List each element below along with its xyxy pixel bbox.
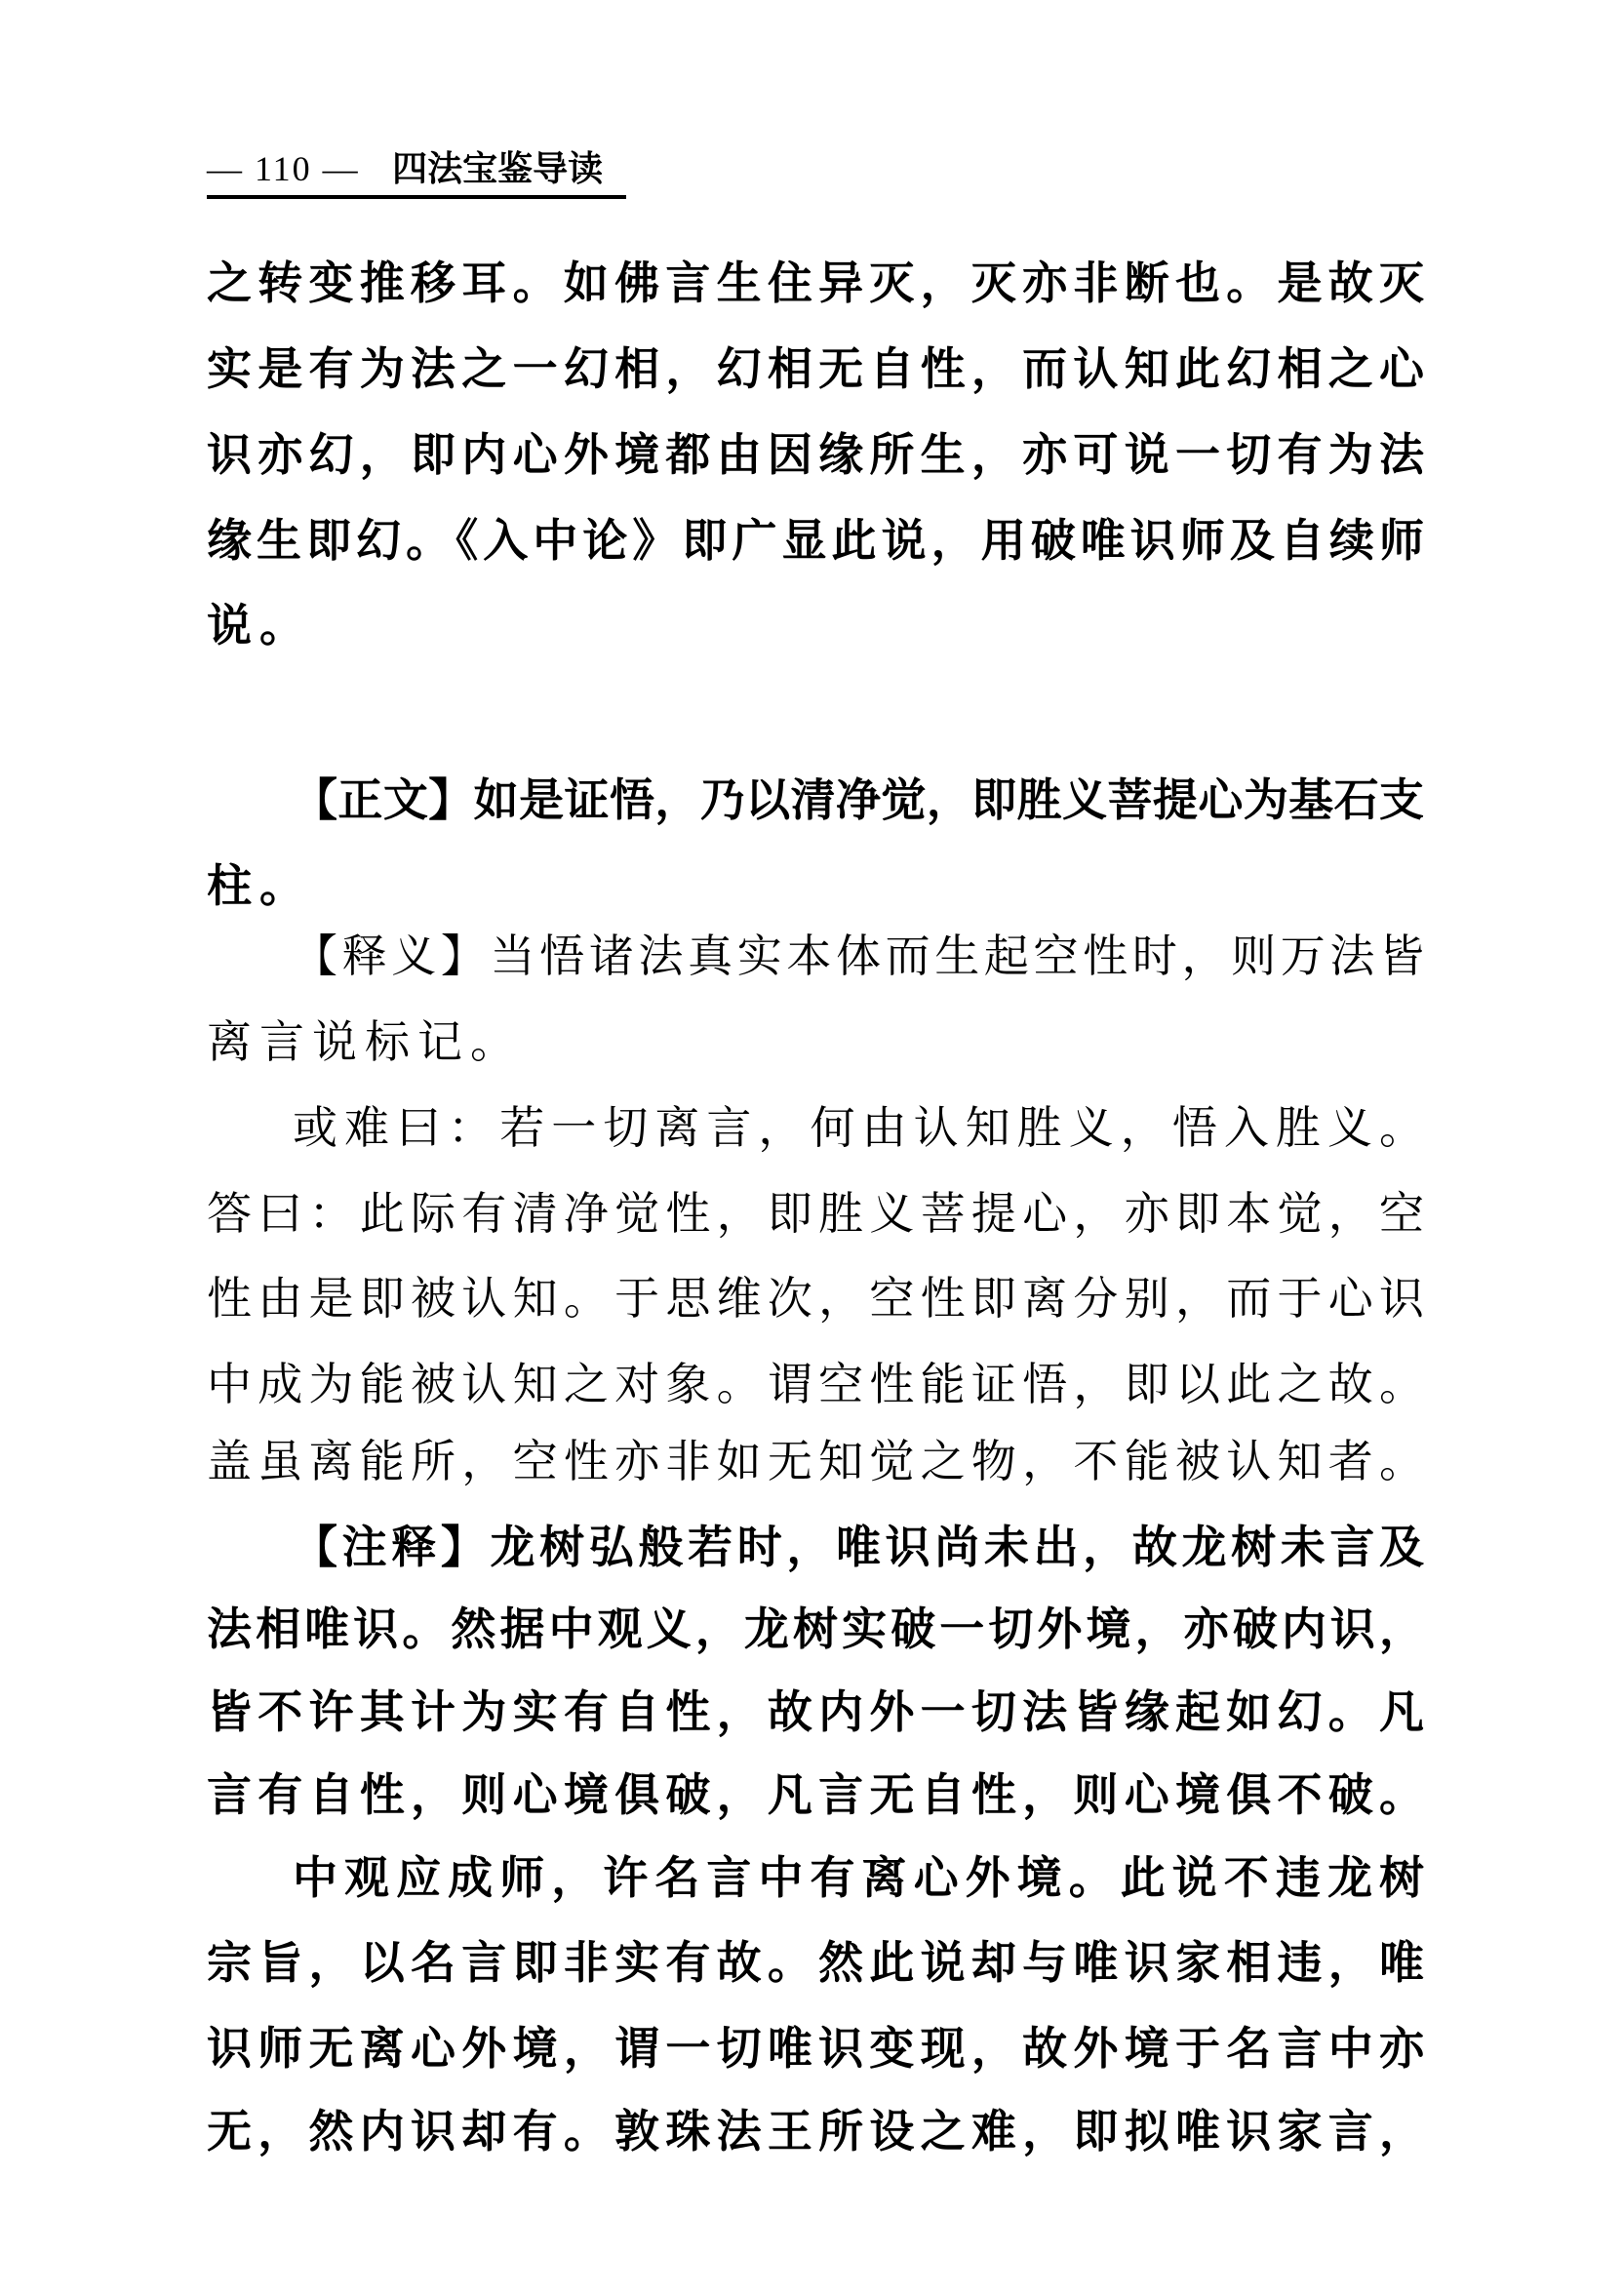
paragraph-line: 【正文】如是证悟，乃以清净觉，即胜义菩提心为基石支 bbox=[293, 773, 1424, 826]
paragraph-line: 或难曰：若一切离言，何由认知胜义，悟入胜义。 bbox=[293, 1101, 1424, 1154]
paragraph-line: 识亦幻，即内心外境都由因缘所生，亦可说一切有为法 bbox=[207, 428, 1424, 481]
paragraph-line: 【释义】当悟诸法真实本体而生起空性时，则万法皆 bbox=[293, 930, 1424, 982]
paragraph-line: 无，然内识却有。敦珠法王所设之难，即拟唯识家言， bbox=[207, 2105, 1424, 2157]
running-header bbox=[207, 146, 626, 199]
paragraph-line: 【注释】龙树弘般若时，唯识尚未出，故龙树未言及 bbox=[293, 1521, 1424, 1573]
paragraph-line: 缘生即幻。《入中论》即广显此说，用破唯识师及自续师 bbox=[207, 514, 1424, 567]
paragraph-line: 实是有为法之一幻相，幻相无自性，而认知此幻相之心 bbox=[207, 342, 1424, 395]
paragraph-line: 离言说标记。 bbox=[207, 1015, 523, 1068]
paragraph-line: 柱。 bbox=[207, 859, 312, 912]
paragraph-line: 之转变推移耳。如佛言生住异灭，灭亦非断也。是故灭 bbox=[207, 257, 1424, 309]
paragraph-line: 皆不许其计为实有自性，故内外一切法皆缘起如幻。凡 bbox=[207, 1685, 1424, 1738]
page-number: — 110 — bbox=[207, 149, 360, 188]
paragraph-line: 性由是即被认知。于思维次，空性即离分别，而于心识 bbox=[207, 1272, 1424, 1325]
paragraph-line: 说。 bbox=[207, 599, 312, 652]
paragraph-line: 识师无离心外境，谓一切唯识变现，故外境于名言中亦 bbox=[207, 2022, 1424, 2075]
paragraph-line: 答曰：此际有清净觉性，即胜义菩提心，亦即本觉，空 bbox=[207, 1187, 1424, 1240]
paragraph-line: 中成为能被认知之对象。谓空性能证悟，即以此之故。 bbox=[207, 1358, 1424, 1410]
book-title: 四法宝鉴导读 bbox=[392, 149, 604, 189]
paragraph-line: 宗旨，以名言即非实有故。然此说却与唯识家相违，唯 bbox=[207, 1936, 1424, 1989]
paragraph-line: 言有自性，则心境俱破，凡言无自性，则心境俱不破。 bbox=[207, 1768, 1424, 1821]
paragraph-line: 中观应成师，许名言中有离心外境。此说不违龙树 bbox=[293, 1851, 1424, 1904]
paragraph-line: 法相唯识。然据中观义，龙树实破一切外境，亦破内识， bbox=[207, 1603, 1424, 1655]
paragraph-line: 盖虽离能所，空性亦非如无知觉之物，不能被认知者。 bbox=[207, 1435, 1424, 1487]
